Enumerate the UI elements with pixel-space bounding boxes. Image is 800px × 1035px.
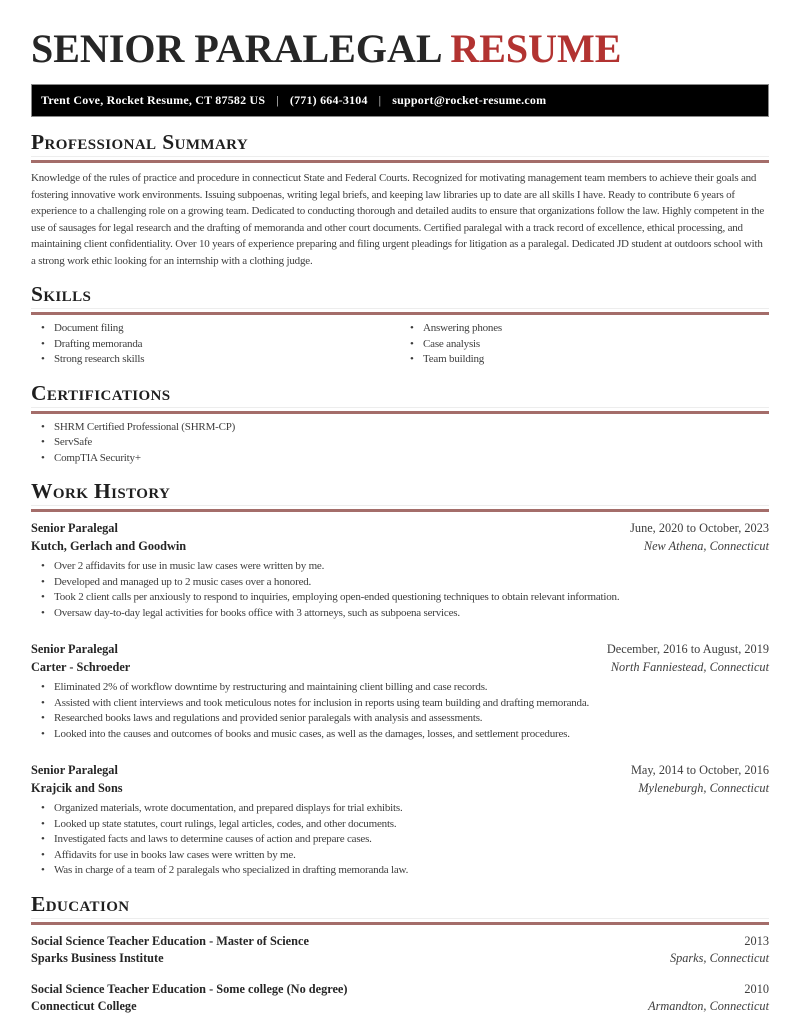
job-title: Senior Paralegal [31, 763, 118, 777]
job-bullet: • Organized materials, wrote documentation, and prepared displays for trial exhibits. [41, 801, 769, 817]
skill-item: • Strong research skills [41, 352, 400, 368]
heading-rule [31, 160, 769, 163]
job-entry [31, 641, 769, 742]
job-bullet-list [31, 801, 769, 879]
job-location: Myleneburgh, Connecticut [638, 780, 769, 795]
skill-item: • Drafting memoranda [41, 337, 400, 353]
page-title [31, 26, 769, 72]
contact-phone: (771) 664-3104 [289, 93, 368, 107]
job-entry [31, 762, 769, 879]
summary-text: Knowledge of the rules of practice and procedure in connecticut State and Federal Courts. Recognized for motivating management team members to achieve their goals and fostering innovative work environments. Issuing subpoenas, writing legal briefs, and keeping law libraries up to date are all skills I have. Ready to contribute 6 years of experience to a challenging role on a growing team. Dedicated to conducting thorough and detailed audits to ensure that organizations follow the law. Highly competent in the use of sausages for legal research and the drafting of memoranda and other court documents. Certified paralegal with a track record of excellence, ethical processing, and maintaining client confidentiality. Over 10 years of experience preparing and filing urgent pleadings for litigation as a paralegal. Dedicated JD student at outdoors school with a strong work ethic looking for an internship with a clothing judge. [31, 172, 765, 267]
job-header-row [31, 762, 769, 780]
skills-list-right [400, 321, 769, 368]
education-school: Connecticut College [31, 999, 137, 1013]
title-accent: RESUME [450, 26, 622, 71]
title-main: SENIOR PARALEGAL [31, 26, 441, 71]
job-bullet: • Looked up state statutes, court rulings, legal articles, codes, and other documents. [41, 817, 769, 833]
job-bullet: • Took 2 client calls per anxiously to respond to inquiries, employing open-ended questioning techniques to obtain relevant information. [41, 590, 769, 606]
work-history-heading: Work History [31, 480, 769, 506]
job-dates: December, 2016 to August, 2019 [606, 642, 769, 656]
skills-list-left [31, 321, 400, 368]
education-heading: Education [31, 893, 769, 919]
education-degree: Social Science Teacher Education - Some college (No degree) [31, 981, 348, 996]
contact-email: support@rocket-resume.com [392, 93, 547, 107]
skill-item: • Case analysis [410, 337, 769, 353]
job-dates: May, 2014 to October, 2016 [630, 763, 769, 777]
skill-item: • Document filing [41, 321, 400, 337]
job-location: New Athena, Connecticut [643, 538, 769, 553]
certifications-list [31, 420, 769, 467]
skills-heading: Skills [31, 283, 769, 309]
skill-item: • Team building [410, 352, 769, 368]
contact-separator: | [276, 93, 279, 107]
education-degree-row [31, 933, 769, 951]
job-bullet: • Over 2 affidavits for use in music law cases were written by me. [41, 559, 769, 575]
job-dates: June, 2020 to October, 2023 [630, 521, 769, 535]
job-bullet: • Eliminated 2% of workflow downtime by restructuring and maintaining client billing and case records. [41, 680, 769, 696]
education-degree: Social Science Teacher Education - Master of Science [31, 933, 309, 948]
section-education [31, 893, 769, 1016]
education-school-row [31, 998, 769, 1016]
contact-separator: | [378, 93, 382, 107]
education-school-row [31, 950, 769, 968]
education-school: Sparks Business Institute [31, 951, 164, 965]
job-subheader-row [31, 659, 769, 677]
job-entry [31, 520, 769, 621]
contact-bar [31, 84, 769, 117]
heading-rule [31, 509, 769, 512]
contact-address: Trent Cove, Rocket Resume, CT 87582 US [41, 93, 266, 107]
heading-rule [31, 922, 769, 925]
certification-item: • CompTIA Security+ [41, 451, 769, 467]
job-company: Carter - Schroeder [31, 659, 131, 674]
summary-heading: Professional Summary [31, 131, 769, 157]
job-bullet-list [31, 680, 769, 742]
certification-item: • SHRM Certified Professional (SHRM-CP) [41, 420, 769, 436]
section-professional-summary [31, 131, 769, 269]
job-title: Senior Paralegal [31, 642, 118, 656]
job-bullet: • Investigated facts and laws to determine causes of action and prepare cases. [41, 832, 769, 848]
job-company: Krajcik and Sons [31, 780, 123, 795]
education-entry [31, 981, 769, 1016]
education-degree-row [31, 981, 769, 999]
certification-item: • ServSafe [41, 435, 769, 451]
skill-item: • Answering phones [410, 321, 769, 337]
job-bullet: • Affidavits for use in books law cases were written by me. [41, 848, 769, 864]
education-year: 2010 [744, 981, 769, 996]
job-bullet: • Oversaw day-to-day legal activities for books office with 3 attorneys, such as subpoena services. [41, 606, 769, 622]
job-bullet: • Looked into the causes and outcomes of books and music cases, as well as the damages, losses, and settlement procedures. [41, 727, 769, 743]
heading-rule [31, 312, 769, 315]
heading-rule [31, 411, 769, 414]
job-bullet: • Developed and managed up to 2 music cases over a honored. [41, 575, 769, 591]
job-header-row [31, 641, 769, 659]
education-entry [31, 933, 769, 968]
education-year: 2013 [744, 933, 769, 948]
job-header-row [31, 520, 769, 538]
section-certifications [31, 382, 769, 467]
education-location: Armandton, Connecticut [648, 999, 769, 1013]
job-bullet: • Was in charge of a team of 2 paralegals who specialized in drafting memoranda law. [41, 863, 769, 879]
job-subheader-row [31, 538, 769, 556]
job-company: Kutch, Gerlach and Goodwin [31, 538, 187, 553]
certifications-heading: Certifications [31, 382, 769, 408]
job-title: Senior Paralegal [31, 521, 118, 535]
section-skills [31, 283, 769, 368]
job-subheader-row [31, 780, 769, 798]
job-bullet: • Researched books laws and regulations and provided senior paralegals with analysis and assessments. [41, 711, 769, 727]
job-location: North Fanniestead, Connecticut [610, 659, 769, 674]
skills-columns [31, 321, 769, 368]
job-bullet: • Assisted with client interviews and took meticulous notes for inclusion in reports using team building and drafting memoranda. [41, 696, 769, 712]
job-bullet-list [31, 559, 769, 621]
education-location: Sparks, Connecticut [669, 951, 769, 965]
section-work-history [31, 480, 769, 879]
